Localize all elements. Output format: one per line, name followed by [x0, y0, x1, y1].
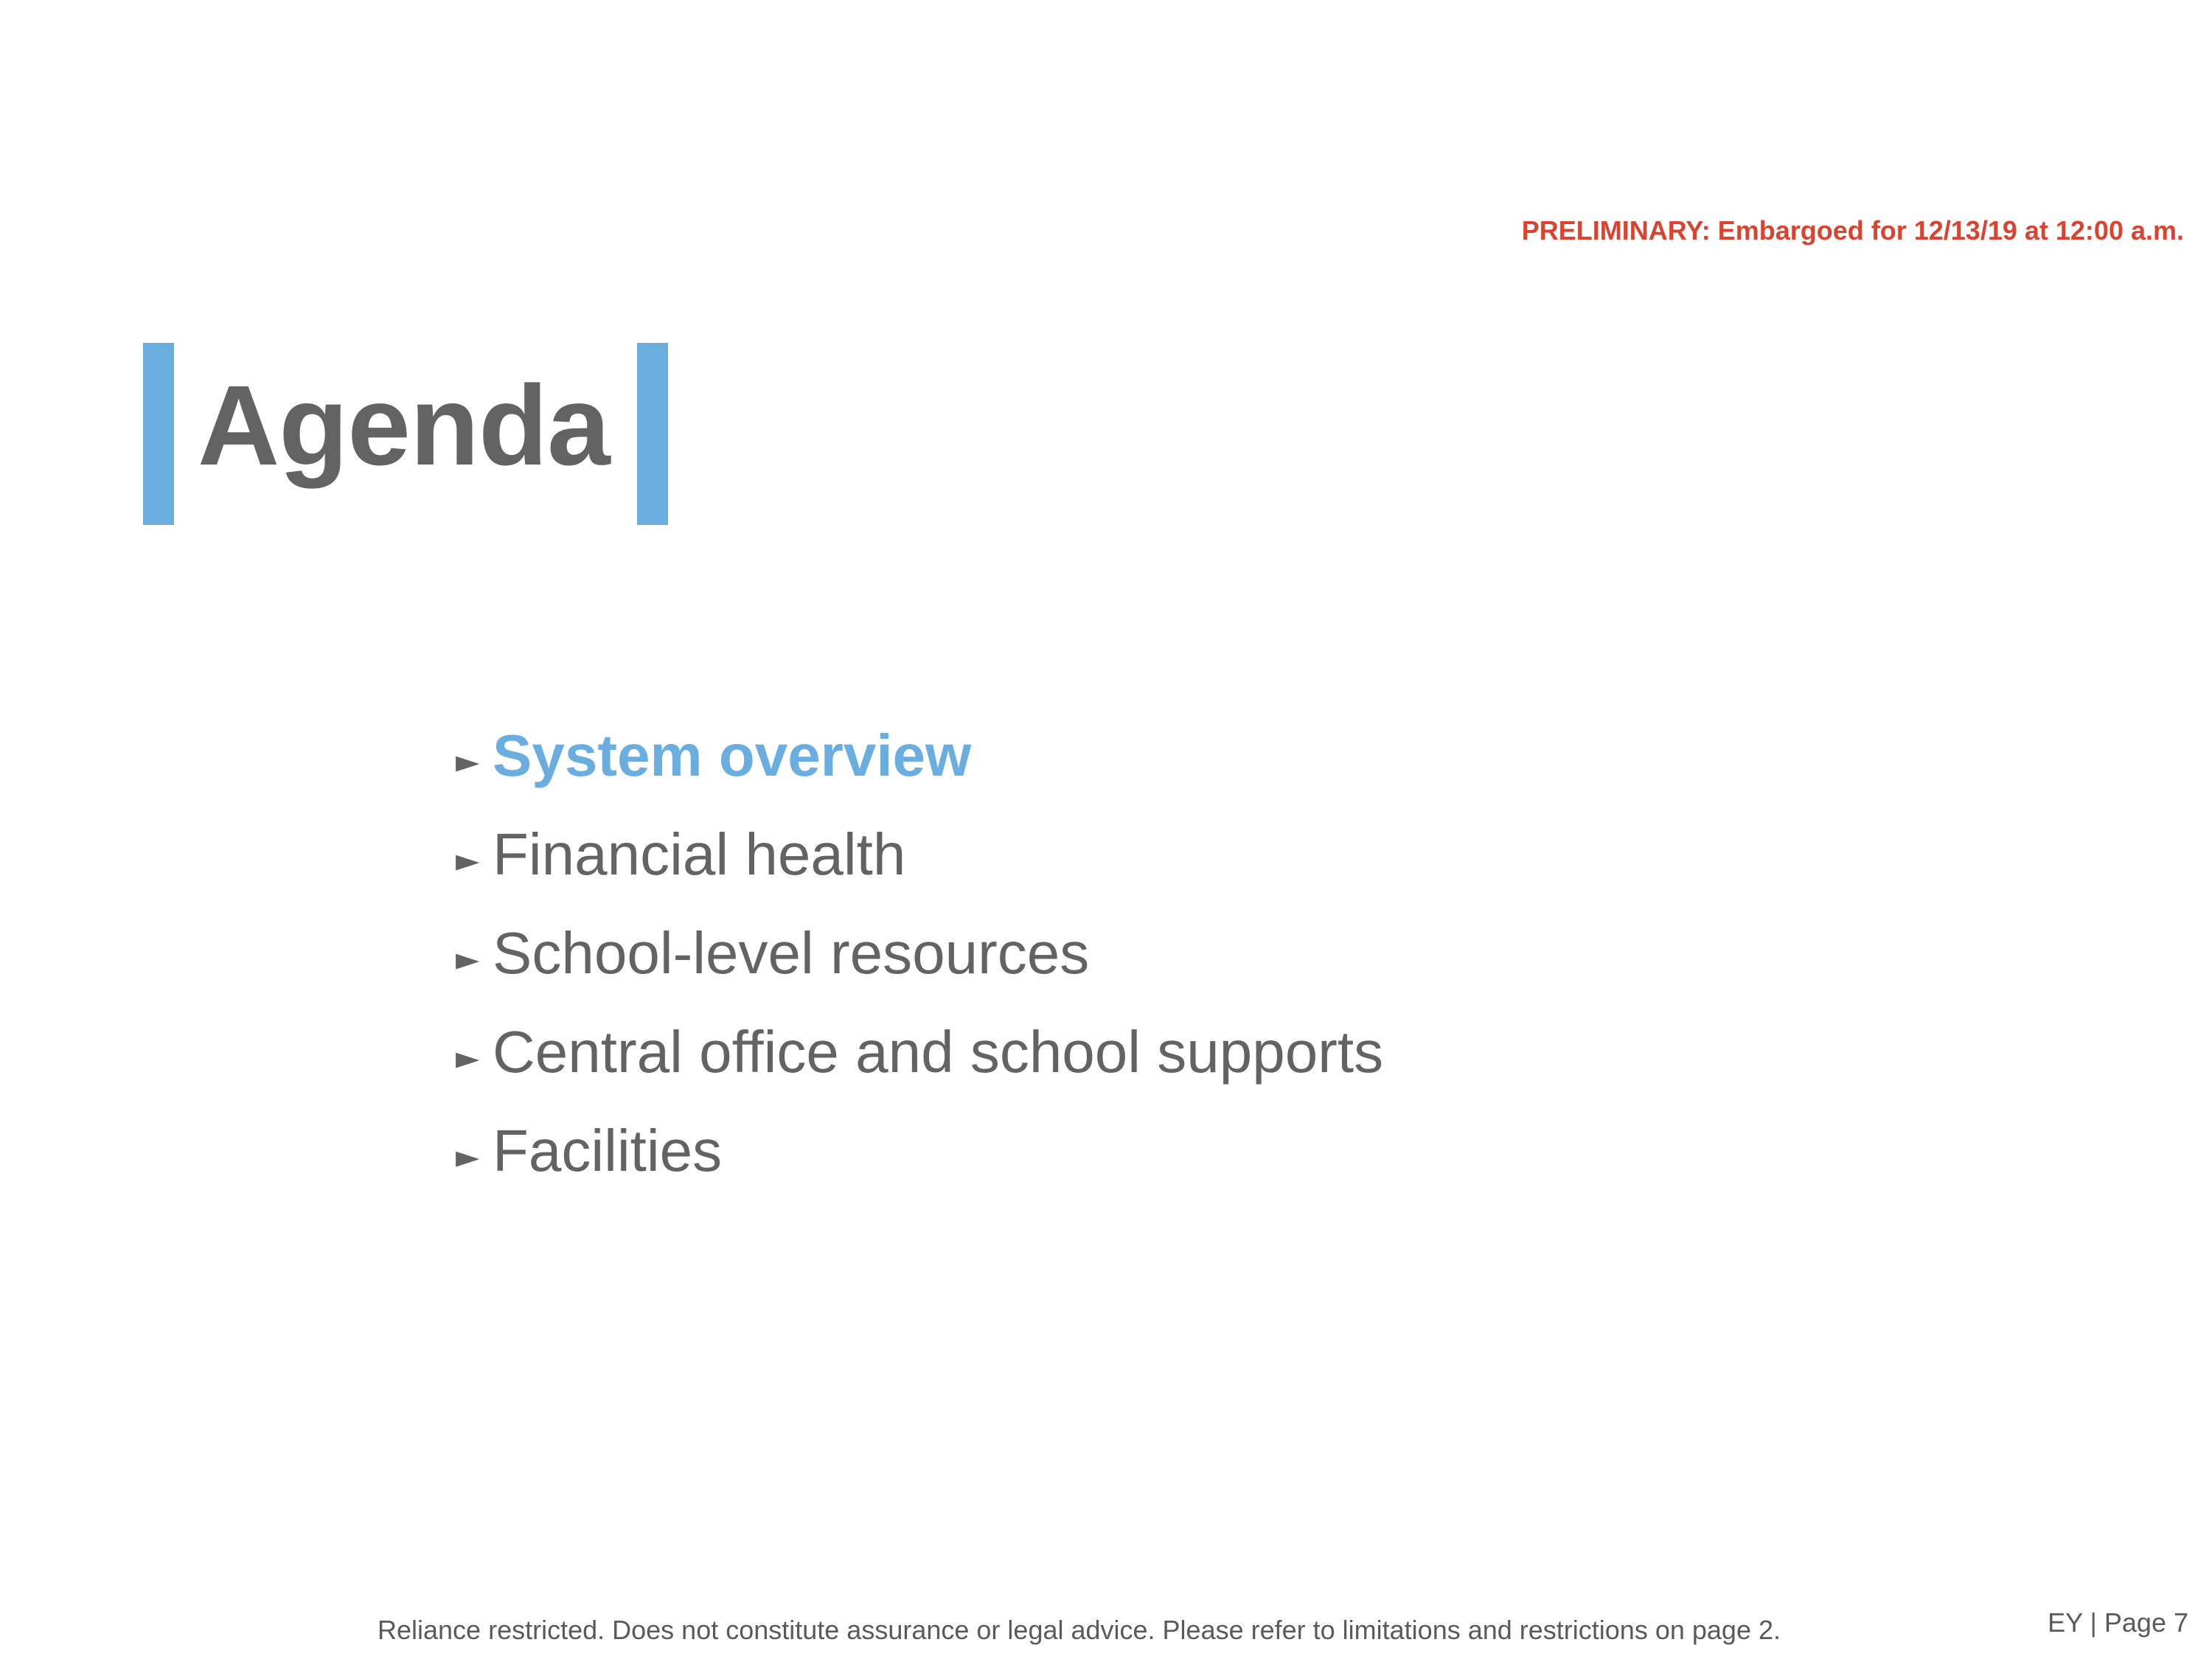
agenda-item-system-overview [456, 706, 1383, 805]
page-title: Agenda [198, 362, 610, 489]
title-bracket-left [143, 343, 174, 525]
agenda-item-label: Facilities [493, 1118, 723, 1183]
agenda-item-financial-health [456, 805, 1383, 904]
agenda-item-facilities [456, 1102, 1383, 1200]
triangle-bullet-icon: ► [456, 1138, 480, 1175]
agenda-item-central-office [456, 1003, 1383, 1102]
agenda-item-label: System overview [493, 723, 972, 788]
preliminary-notice: PRELIMINARY: Embargoed for 12/13/19 at 12:00 a.m. [1521, 215, 2184, 246]
agenda-item-label: School-level resources [493, 920, 1090, 986]
agenda-item-label: Financial health [493, 821, 906, 887]
agenda-list [456, 706, 1383, 1200]
triangle-bullet-icon: ► [456, 841, 480, 878]
triangle-bullet-icon: ► [456, 742, 480, 779]
footer-disclaimer: Reliance restricted. Does not constitute assurance or legal advice. Please refer to limitations and restrictions on page 2. [378, 1615, 1781, 1645]
agenda-item-label: Central office and school supports [493, 1019, 1384, 1085]
triangle-bullet-icon: ► [456, 1039, 480, 1076]
agenda-item-school-level-resources [456, 904, 1383, 1003]
title-bracket-right [637, 343, 668, 525]
triangle-bullet-icon: ► [456, 940, 480, 977]
page-number: EY | Page 7 [2048, 1607, 2188, 1638]
